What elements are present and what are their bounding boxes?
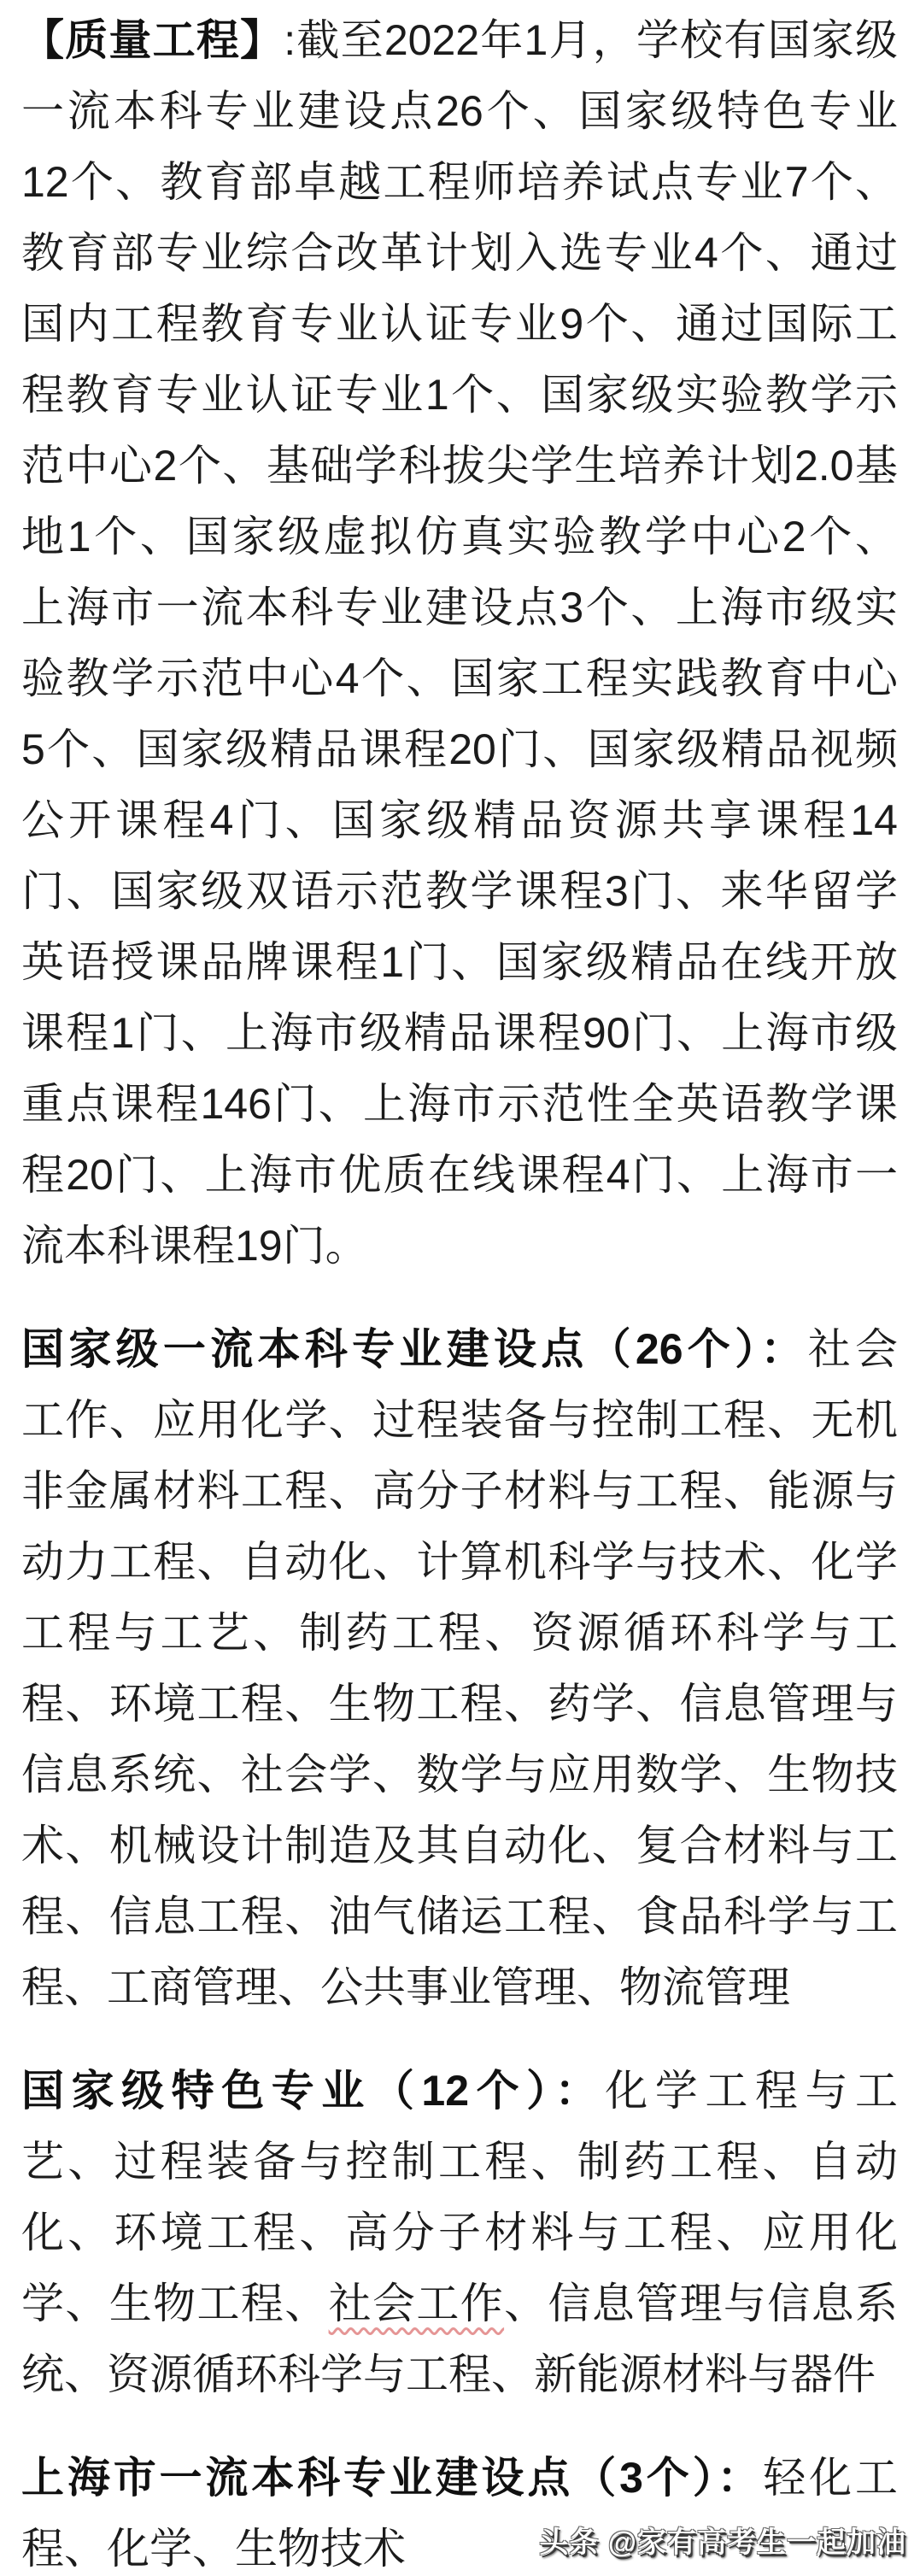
text-line — [21, 1069, 898, 1140]
text-line — [21, 1952, 898, 2023]
heading-text: 国家级一流本科专业建设点（26个）： — [21, 1325, 808, 1373]
body-text: 验教学示范中心4个、国家工程实践教育中心 — [21, 654, 898, 702]
body-text: 艺、过程装备与控制工程、制药工程、自动 — [21, 2138, 898, 2186]
body-text: 12个、教育部卓越工程师培养试点专业7个、 — [21, 158, 898, 206]
watermark-text: 头条 @家有高考生一起加油 — [539, 2526, 906, 2559]
text-line — [21, 2339, 898, 2410]
body-text: 流本科课程19门。 — [21, 1222, 368, 1270]
body-text: 、信息管理与信息系 — [504, 2280, 899, 2327]
body-text: 范中心2个、基础学科拔尖学生培养计划2.0基 — [21, 442, 898, 490]
body-text: 公开课程4门、国家级精品资源共享课程14 — [21, 796, 898, 844]
article-body — [21, 5, 898, 2576]
text-line — [21, 2268, 898, 2339]
text-line — [21, 360, 898, 431]
body-text: 英语授课品牌课程1门、国家级精品在线开放 — [21, 938, 898, 986]
body-text: 地1个、国家级虚拟仿真实验教学中心2个、 — [21, 513, 898, 560]
wavy-underlined-text: 社会工作 — [328, 2280, 505, 2327]
body-text: 程、信息工程、油气储运工程、食品科学与工 — [21, 1892, 898, 1940]
text-line — [21, 1598, 898, 1669]
body-text: 程、工商管理、公共事业管理、物流管理 — [21, 1963, 790, 2011]
text-line — [21, 147, 898, 218]
body-text: :截至2022年1月，学校有国家级 — [284, 16, 899, 64]
text-line — [21, 289, 898, 360]
text-line — [21, 572, 898, 643]
text-line — [21, 1810, 898, 1881]
text-line — [21, 2056, 898, 2127]
text-line — [21, 927, 898, 998]
body-text: 门、国家级双语示范教学课程3门、来华留学 — [21, 867, 898, 915]
text-line — [21, 2198, 898, 2268]
body-text: 一流本科专业建设点26个、国家级特色专业 — [21, 87, 898, 135]
heading-text: 国家级特色专业（12个）： — [21, 2067, 606, 2115]
body-text: 统、资源循环科学与工程、新能源材料与器件 — [21, 2350, 876, 2398]
body-text: 教育部专业综合改革计划入选专业4个、通过 — [21, 229, 898, 277]
body-text: 课程1门、上海市级精品课程90门、上海市级 — [21, 1009, 898, 1057]
text-line — [21, 856, 898, 927]
body-text: 程教育专业认证专业1个、国家级实验教学示 — [21, 371, 898, 419]
text-line — [21, 1211, 898, 1282]
text-line — [21, 998, 898, 1069]
text-line — [21, 2127, 898, 2198]
text-line — [21, 1669, 898, 1740]
body-text: 国内工程教育专业认证专业9个、通过国际工 — [21, 300, 898, 348]
paragraph — [21, 5, 898, 1282]
paragraph — [21, 2056, 898, 2410]
body-text: 信息系统、社会学、数学与应用数学、生物技 — [21, 1751, 898, 1799]
text-line — [21, 643, 898, 714]
heading-text: 【质量工程】 — [21, 16, 284, 64]
text-line — [21, 76, 898, 147]
text-line — [21, 1740, 898, 1810]
text-line — [21, 5, 898, 76]
body-text: 动力工程、自动化、计算机科学与技术、化学 — [21, 1538, 898, 1586]
body-text: 程20门、上海市优质在线课程4门、上海市一 — [21, 1151, 898, 1199]
paragraph — [21, 1314, 898, 2023]
body-text: 程、化学、生物技术 — [21, 2525, 406, 2573]
body-text: 术、机械设计制造及其自动化、复合材料与工 — [21, 1822, 898, 1869]
text-line — [21, 1314, 898, 1385]
text-line — [21, 714, 898, 785]
body-text: 重点课程146门、上海市示范性全英语教学课 — [21, 1080, 898, 1128]
body-text: 学、生物工程、 — [21, 2280, 329, 2327]
body-text: 化学工程与工 — [605, 2067, 898, 2115]
body-text: 上海市一流本科专业建设点3个、上海市级实 — [21, 584, 898, 631]
text-line — [21, 1881, 898, 1952]
body-text: 5个、国家级精品课程20门、国家级精品视频 — [21, 725, 898, 773]
body-text: 轻化工 — [763, 2454, 899, 2502]
heading-text: 上海市一流本科专业建设点（3个）： — [21, 2454, 764, 2502]
body-text: 化、环境工程、高分子材料与工程、应用化 — [21, 2209, 898, 2256]
text-line — [21, 218, 898, 289]
toutiao-watermark — [539, 2519, 906, 2561]
text-line — [21, 1385, 898, 1456]
body-text: 程、环境工程、生物工程、药学、信息管理与 — [21, 1680, 898, 1728]
body-text: 工作、应用化学、过程装备与控制工程、无机 — [21, 1396, 898, 1444]
text-line — [21, 1456, 898, 1527]
text-line — [21, 2443, 898, 2514]
body-text: 非金属材料工程、高分子材料与工程、能源与 — [21, 1467, 898, 1515]
body-text: 工程与工艺、制药工程、资源循环科学与工 — [21, 1609, 898, 1657]
text-line — [21, 502, 898, 572]
body-text: 社会 — [807, 1325, 899, 1373]
text-line — [21, 1140, 898, 1211]
text-line — [21, 431, 898, 502]
text-line — [21, 1527, 898, 1598]
text-line — [21, 785, 898, 856]
